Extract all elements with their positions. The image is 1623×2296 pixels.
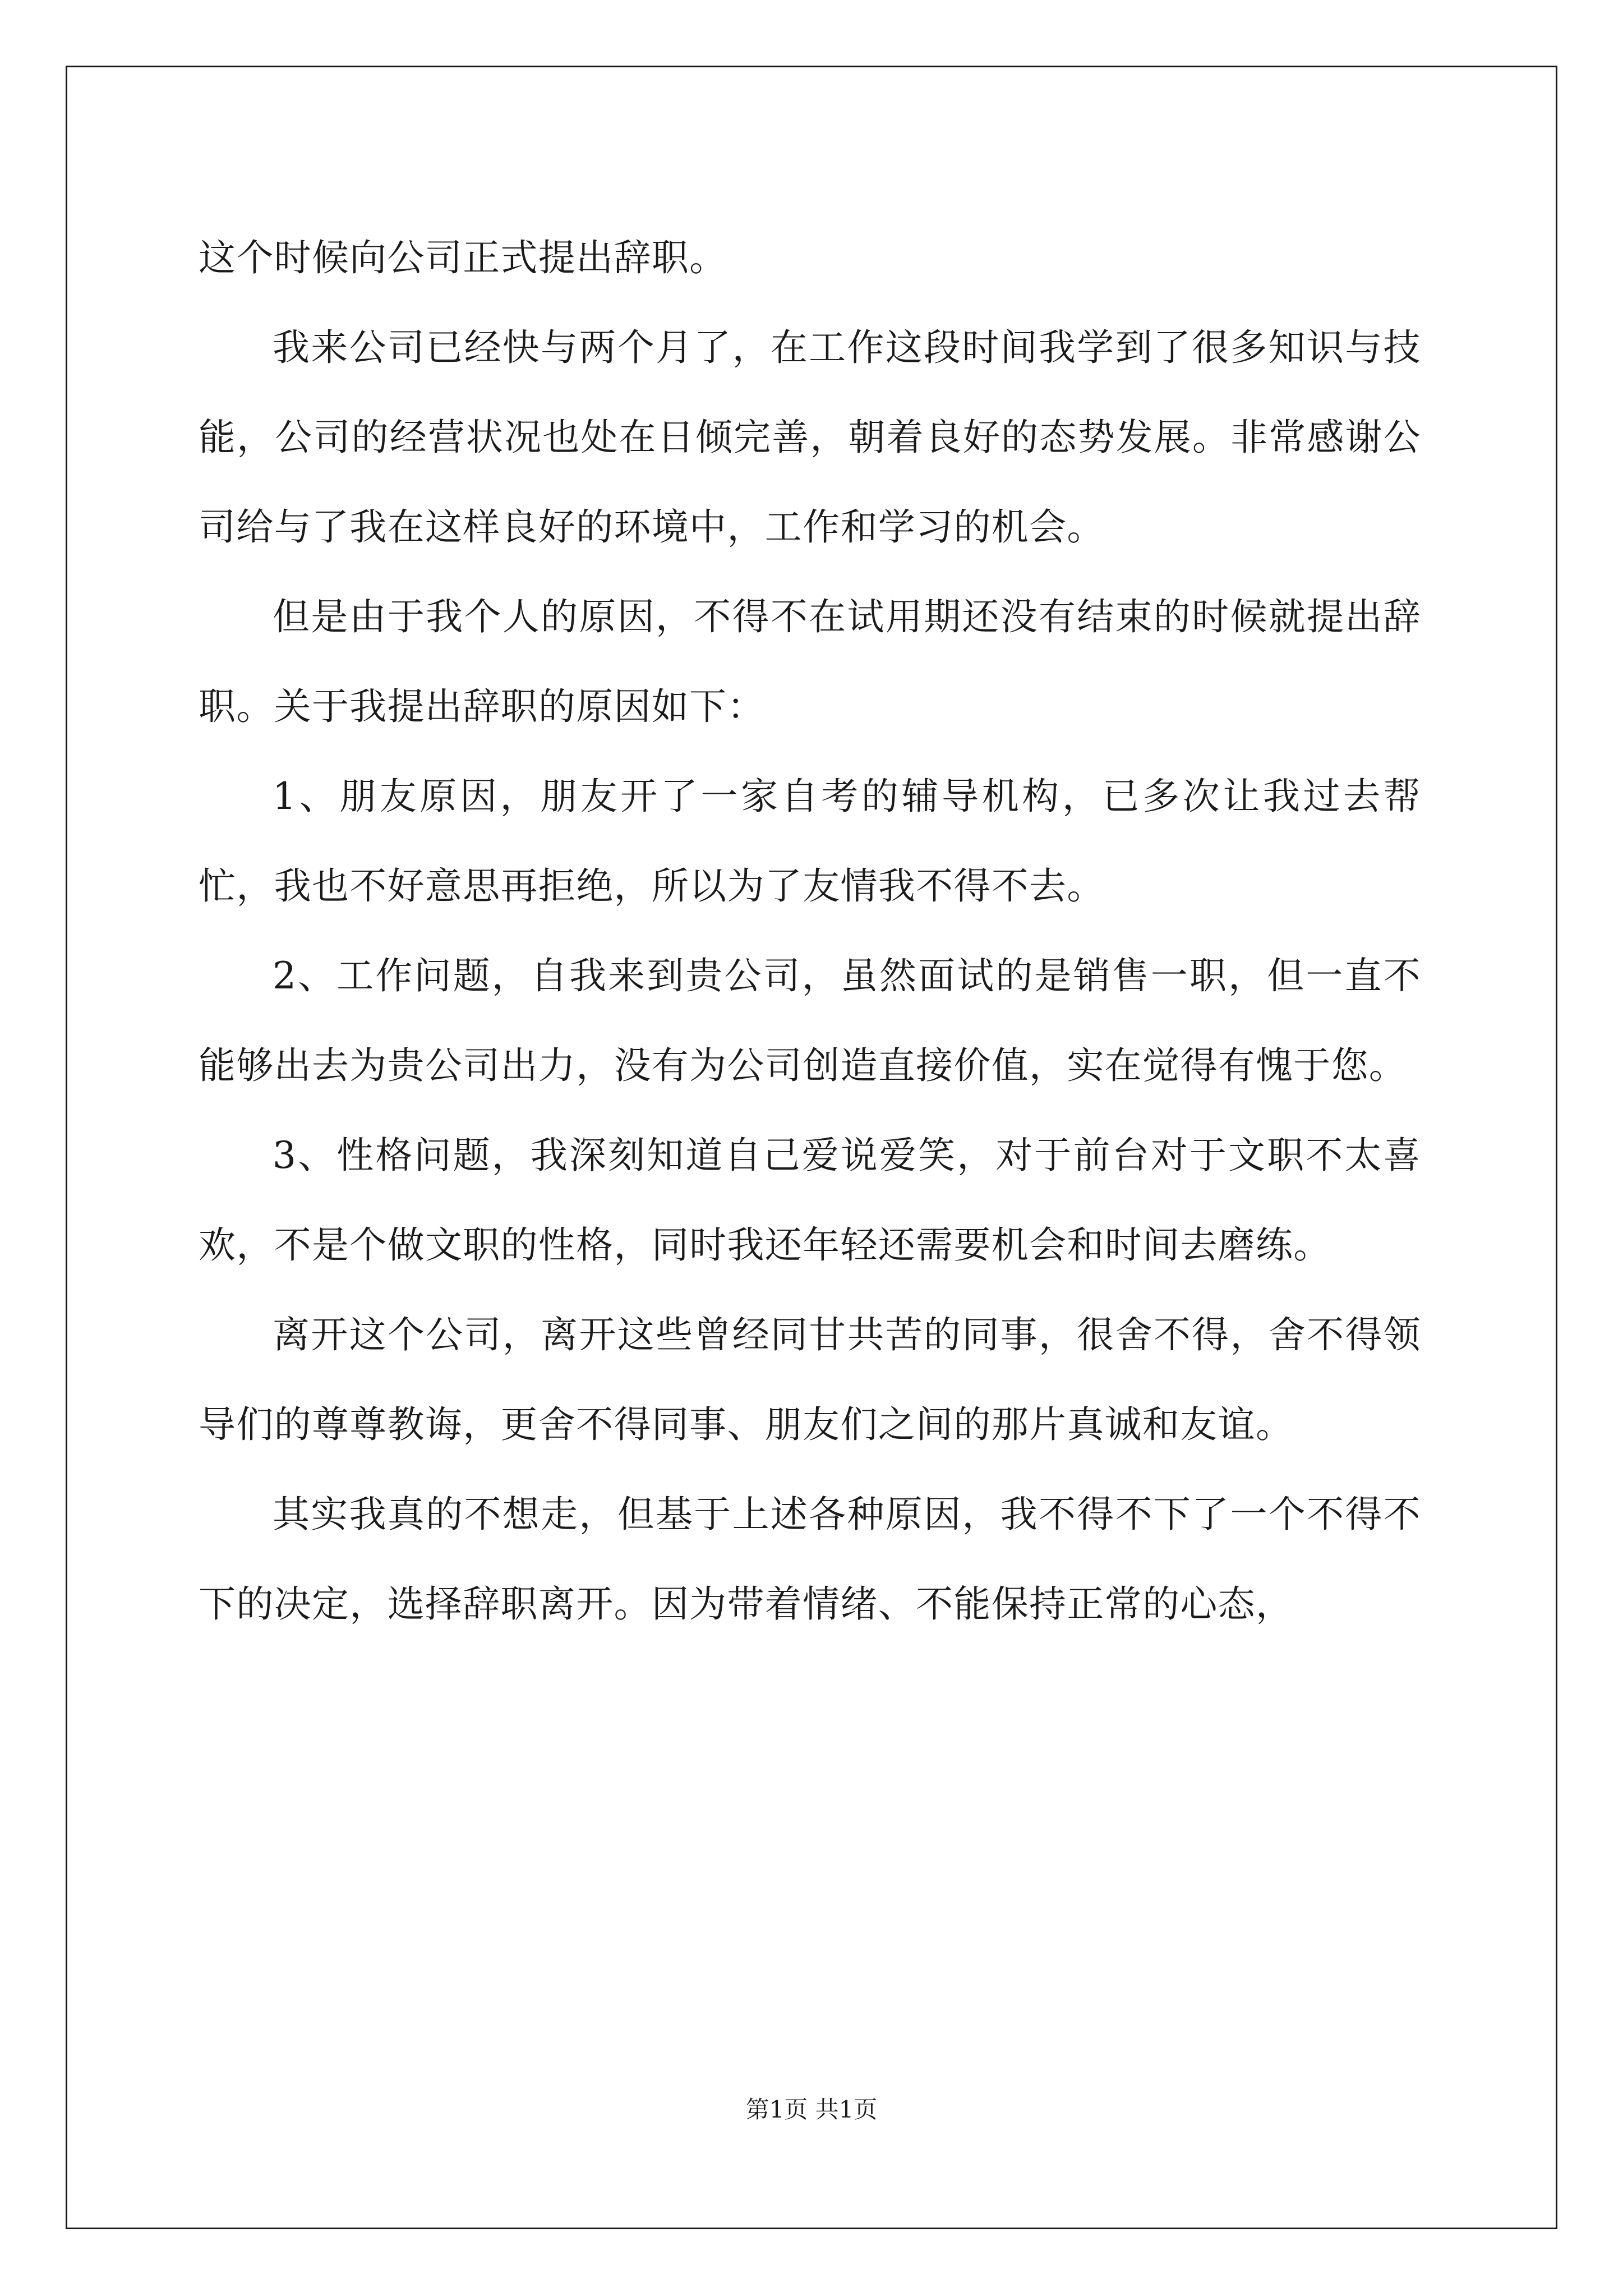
- paragraph-7: 离开这个公司，离开这些曾经同甘共苦的同事，很舍不得，舍不得领导们的尊尊教诲，更舍不得同事、朋友们之间的那片真诚和友谊。: [199, 1313, 1421, 1446]
- paragraph-2: 我来公司已经快与两个月了，在工作这段时间我学到了很多知识与技能，公司的经营状况也处在日倾完善，朝着良好的态势发展。非常感谢公司给与了我在这样良好的环境中，工作和学习的机会。: [199, 326, 1421, 549]
- paragraph-4: 1、朋友原因，朋友开了一家自考的辅导机构，已多次让我过去帮忙，我也不好意思再拒绝，所以为了友情我不得不去。: [199, 775, 1421, 908]
- paragraph-1: 这个时候向公司正式提出辞职。: [199, 236, 727, 279]
- paragraph-8: 其实我真的不想走，但基于上述各种原因，我不得不下了一个不得不下的决定，选择辞职离开。因为带着情绪、不能保持正常的心态，: [199, 1493, 1421, 1626]
- paragraph-6: 3、性格问题，我深刻知道自己爱说爱笑，对于前台对于文职不太喜欢，不是个做文职的性格，同时我还年轻还需要机会和时间去磨练。: [199, 1134, 1421, 1267]
- document-body: [199, 213, 1421, 1649]
- page-number-footer: 第1页 共1页: [745, 2096, 878, 2123]
- paragraph-3: 但是由于我个人的原因，不得不在试用期还没有结束的时候就提出辞职。关于我提出辞职的原因如下：: [199, 595, 1421, 728]
- paragraph-5: 2、工作问题，自我来到贵公司，虽然面试的是销售一职，但一直不能够出去为贵公司出力，没有为公司创造直接价值，实在觉得有愧于您。: [199, 954, 1421, 1087]
